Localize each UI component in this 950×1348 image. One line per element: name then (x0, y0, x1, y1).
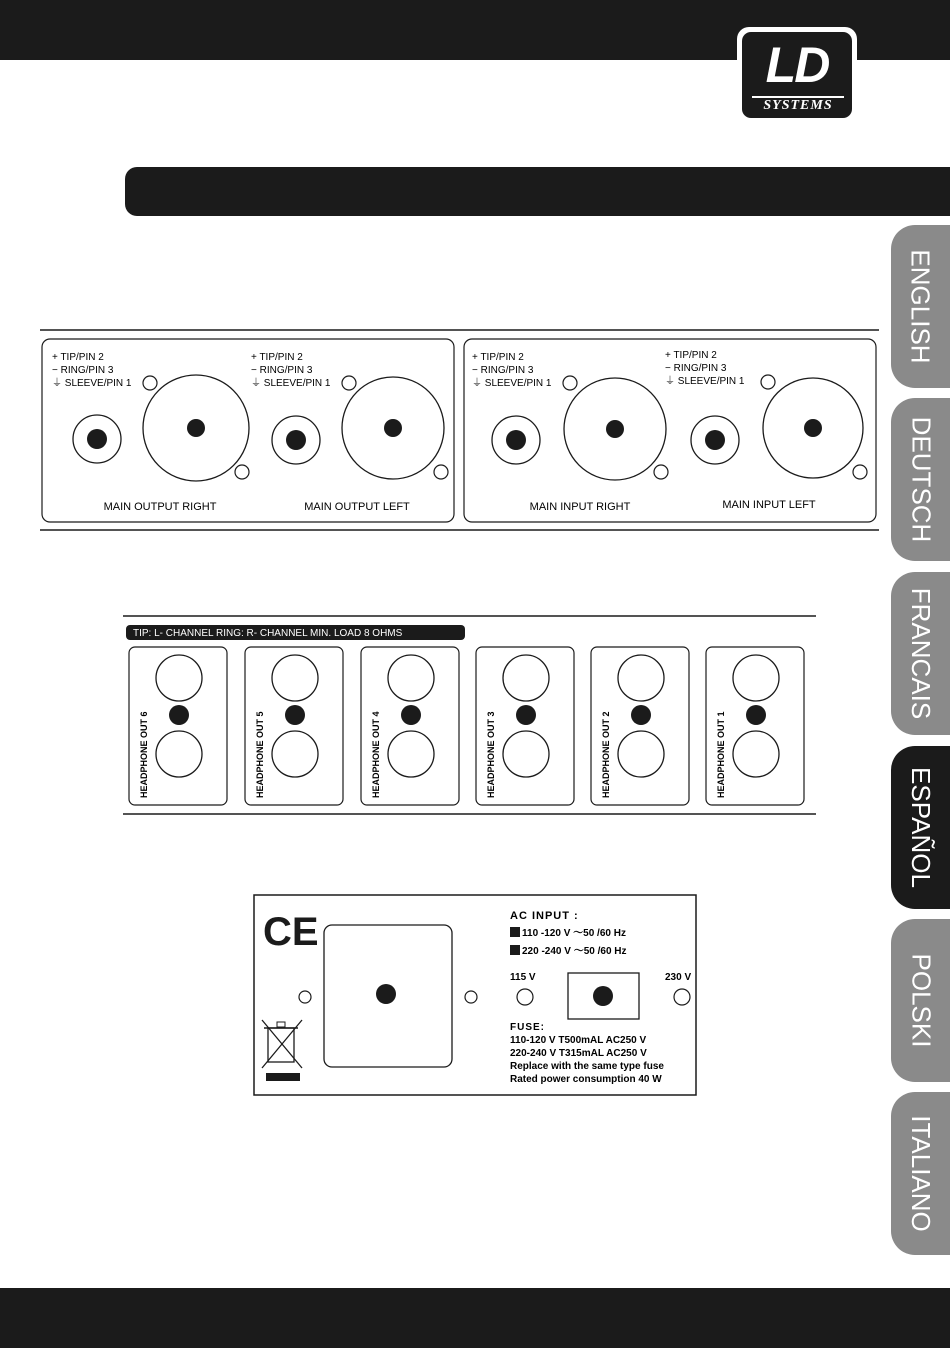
connector-main-input-right (472, 352, 668, 513)
connector-label: MAIN INPUT RIGHT (529, 501, 631, 513)
headphone-unit (361, 647, 459, 805)
v115-label: 115 V (510, 972, 536, 983)
replace-note: Replace with the same type fuse (510, 1061, 664, 1072)
mount-hole-icon (631, 705, 651, 725)
minus-symbol: − (665, 363, 671, 374)
pin-ring-label: RING/PIN 3 (480, 365, 534, 376)
ce-mark: CE (263, 910, 319, 954)
headphone-out-label: HEADPHONE OUT 5 (255, 711, 265, 798)
headphone-jack-icon (733, 655, 779, 701)
logo-systems-text: SYSTEMS (752, 96, 844, 114)
headphone-out-label: HEADPHONE OUT 1 (716, 711, 726, 798)
mount-hole-icon (516, 705, 536, 725)
screw-hole-icon (517, 989, 533, 1005)
headphone-jack-icon (618, 731, 664, 777)
tab-label: POLSKI (906, 953, 936, 1048)
headphone-unit (129, 647, 227, 805)
ac-input-panel (254, 895, 696, 1095)
headphone-jack-icon (156, 655, 202, 701)
headphone-jack-icon (733, 731, 779, 777)
ac-110-label: 110 -120 V ～50 /60 Hz (522, 928, 626, 939)
tab-label: DEUTSCH (906, 416, 937, 543)
headphone-unit (476, 647, 574, 805)
screw-hole-icon (434, 465, 448, 479)
screw-hole-icon (761, 375, 775, 389)
plus-symbol: + (52, 352, 58, 363)
headphone-jack-icon (156, 731, 202, 777)
pin-tip-label: TIP/PIN 2 (480, 352, 524, 363)
headphone-unit (591, 647, 689, 805)
pin-sleeve-label: SLEEVE/PIN 1 (484, 378, 552, 389)
headphone-jack-icon (503, 731, 549, 777)
screw-hole-icon (563, 376, 577, 390)
screw-hole-icon (853, 465, 867, 479)
fuse-110-label: 110-120 V T500mAL AC250 V (510, 1035, 647, 1046)
ground-icon: ⏚ (665, 376, 675, 387)
ground-icon: ⏚ (472, 378, 482, 389)
headphone-out-label: HEADPHONE OUT 4 (371, 711, 381, 798)
ac-220-label: 220 -240 V ～50 /60 Hz (522, 946, 627, 957)
ground-icon: ⏚ (251, 378, 261, 389)
screw-hole-icon (654, 465, 668, 479)
voltage-checkbox-110 (510, 927, 520, 937)
screw-hole-icon (465, 991, 477, 1003)
fuse-title: FUSE: (510, 1022, 545, 1033)
minus-symbol: − (251, 365, 257, 376)
svg-text:⏚ SLEEVE/PIN 1 (472, 377, 552, 389)
ac-input-title: AC INPUT : (510, 910, 579, 922)
headphone-jack-icon (388, 655, 434, 701)
connector-label: MAIN OUTPUT LEFT (304, 501, 410, 513)
tab-label: ITALIANO (906, 1115, 937, 1232)
svg-text:− RING/PIN 3 (52, 365, 114, 376)
svg-text:⏚ SLEEVE/PIN 1 (665, 375, 745, 387)
screw-hole-icon (342, 376, 356, 390)
headphone-unit (706, 647, 804, 805)
svg-text:+ TIP/PIN 2 (665, 350, 717, 361)
pin-ring-label: RING/PIN 3 (673, 363, 727, 374)
tip-ring-label: TIP: L- CHANNEL RING: R- CHANNEL MIN. LOAD 8 OHMS (133, 628, 403, 639)
v230-label: 230 V (665, 972, 692, 983)
connector-main-output-right (52, 352, 249, 513)
headphone-out-label: HEADPHONE OUT 2 (601, 711, 611, 798)
plus-symbol: + (251, 352, 257, 363)
headphone-panel (123, 616, 816, 814)
screw-hole-icon (143, 376, 157, 390)
connector-main-output-left (251, 352, 448, 513)
minus-symbol: − (472, 365, 478, 376)
svg-text:− RING/PIN 3 (665, 363, 727, 374)
pin-tip-label: TIP/PIN 2 (673, 350, 717, 361)
headphone-jack-icon (272, 655, 318, 701)
mount-hole-icon (169, 705, 189, 725)
mount-hole-icon (401, 705, 421, 725)
connector-label: MAIN OUTPUT RIGHT (103, 501, 217, 513)
pin-sleeve-label: SLEEVE/PIN 1 (263, 378, 331, 389)
pin-tip-label: TIP/PIN 2 (259, 352, 303, 363)
tab-label: ESPAÑOL (906, 767, 936, 888)
voltage-checkbox-220 (510, 945, 520, 955)
svg-text:− RING/PIN 3 (251, 365, 313, 376)
rated-power: Rated power consumption 40 W (510, 1074, 662, 1085)
tab-label: FRANCAIS (906, 587, 936, 720)
ground-icon: ⏚ (52, 378, 62, 389)
logo-ld-text: LD (765, 37, 829, 93)
main-io-panel (40, 330, 879, 530)
fuse-220-label: 220-240 V T315mAL AC250 V (510, 1048, 647, 1059)
headphone-jack-icon (388, 731, 434, 777)
headphone-unit (245, 647, 343, 805)
svg-text:⏚ SLEEVE/PIN 1 (251, 377, 331, 389)
screw-hole-icon (674, 989, 690, 1005)
headphone-jack-icon (503, 655, 549, 701)
headphone-jack-icon (618, 655, 664, 701)
svg-text:+ TIP/PIN 2 (251, 352, 303, 363)
svg-text:− RING/PIN 3 (472, 365, 534, 376)
connector-main-input-left (665, 350, 867, 511)
mount-hole-icon (746, 705, 766, 725)
screw-hole-icon (235, 465, 249, 479)
plus-symbol: + (472, 352, 478, 363)
svg-text:⏚ SLEEVE/PIN 1 (52, 377, 132, 389)
svg-text:+ TIP/PIN 2 (472, 352, 524, 363)
svg-text:+ TIP/PIN 2 (52, 352, 104, 363)
pin-sleeve-label: SLEEVE/PIN 1 (64, 378, 132, 389)
plus-symbol: + (665, 350, 671, 361)
weee-bin-icon (262, 1020, 302, 1081)
connector-label: MAIN INPUT LEFT (722, 499, 816, 511)
tab-label: ENGLISH (906, 249, 936, 364)
headphone-out-label: HEADPHONE OUT 3 (486, 711, 496, 798)
headphone-out-label: HEADPHONE OUT 6 (139, 711, 149, 798)
pin-tip-label: TIP/PIN 2 (60, 352, 104, 363)
minus-symbol: − (52, 365, 58, 376)
pin-ring-label: RING/PIN 3 (60, 365, 114, 376)
pin-sleeve-label: SLEEVE/PIN 1 (677, 376, 745, 387)
pin-ring-label: RING/PIN 3 (259, 365, 313, 376)
mount-hole-icon (285, 705, 305, 725)
headphone-jack-icon (272, 731, 318, 777)
screw-hole-icon (299, 991, 311, 1003)
